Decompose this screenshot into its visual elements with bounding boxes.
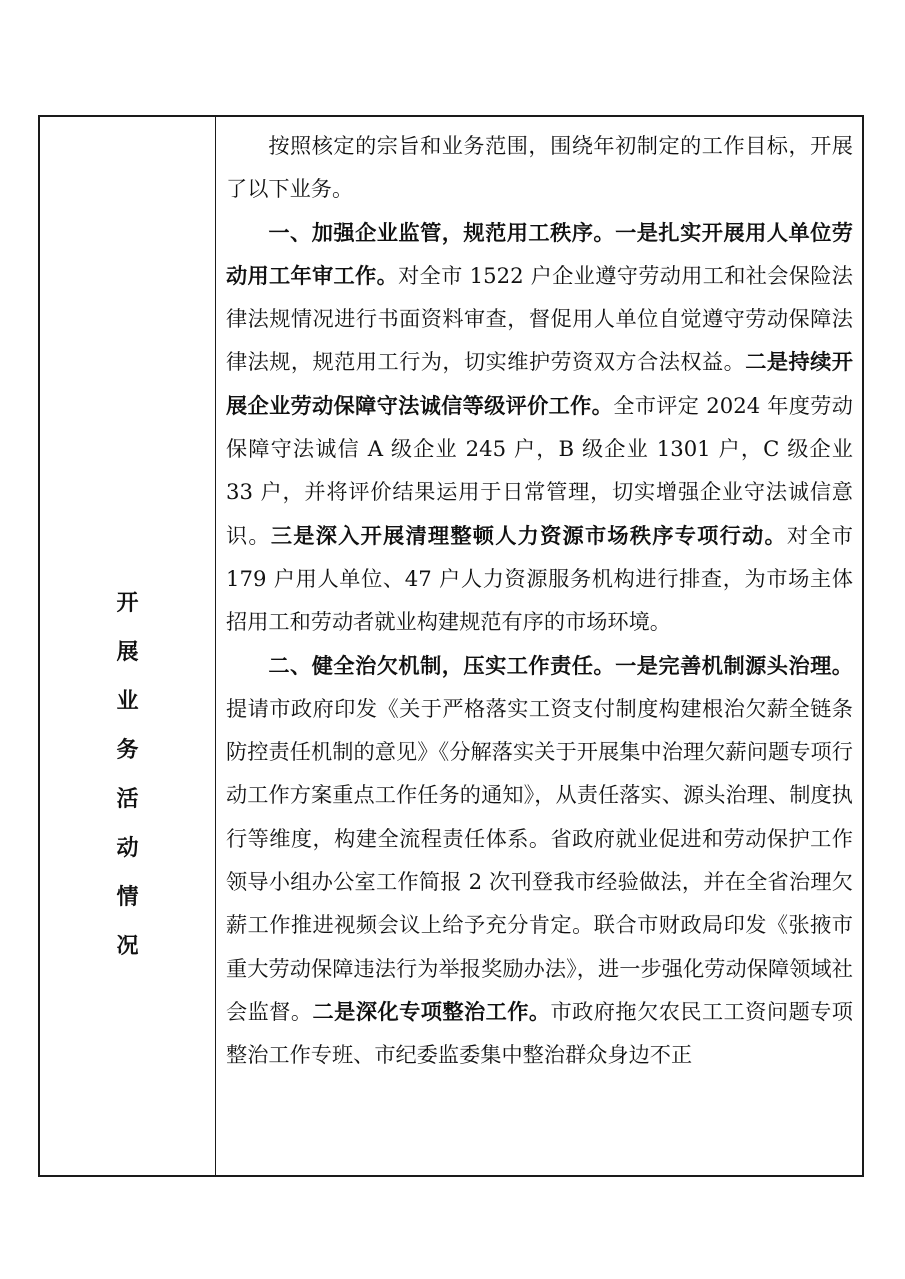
item-two-text: 全市评定 2024 年度劳动保障守法诚信 A 级企业 245 户，B 级企业 1301 户，C 级企业 33 户，并将评价结果运用于日常管理，切实增强企业守法诚信意识。 <box>226 392 853 548</box>
label-char: 展 <box>116 639 139 665</box>
section-one-heading: 一、加强企业监管，规范用工秩序。 <box>268 219 616 245</box>
item-one-text: 提请市政府印发《关于严格落实工资支付制度构建根治欠薪全链条防控责任机制的意见》《分解落实关于开展集中治理欠薪问题专项行动工作方案重点工作任务的通知》，从责任落实、源头治理、制度执行等维度，构建全流程责任体系。省政府就业促进和劳动保护工作领导小组办公室工作简报 2 次刊登我市经验做法，并在全省治理欠薪工作推进视频会议上给予充分肯定。联合市财政局印发《张掖市重大劳动保障违法行为举报奖励办法》，进一步强化劳动保障领域社会监督。 <box>226 695 853 1024</box>
label-char: 业 <box>116 688 139 714</box>
item-two-heading: 二是持续开展企业劳动保障守法诚信等级评价工作。 <box>226 349 853 418</box>
row-label-cell <box>40 117 216 1175</box>
label-char: 况 <box>116 933 139 959</box>
section-two-heading: 二、健全治欠机制，压实工作责任。 <box>268 652 616 678</box>
label-char: 情 <box>116 884 139 910</box>
form-table <box>38 115 864 1177</box>
content-body <box>226 124 853 1077</box>
content-cell <box>216 117 862 1175</box>
item-two-text: 市政府拖欠农民工工资问题专项整治工作专班、市纪委监委集中整治群众身边不正 <box>226 998 853 1068</box>
item-one-heading: 一是扎实开展用人单位劳动用工年审工作。 <box>226 219 853 288</box>
label-char: 动 <box>116 835 139 861</box>
label-char: 活 <box>116 786 139 812</box>
item-three-heading: 三是深入开展清理整顿人力资源市场秩序专项行动。 <box>270 522 787 548</box>
item-two-heading: 二是深化专项整治工作。 <box>312 998 551 1024</box>
intro-paragraph: 按照核定的宗旨和业务范围，围绕年初制定的工作目标，开展了以下业务。 <box>226 133 853 202</box>
label-char: 务 <box>116 737 139 763</box>
item-one-heading: 一是完善机制源头治理。 <box>615 652 853 678</box>
label-char: 开 <box>116 590 139 616</box>
section-one-paragraph <box>226 211 853 644</box>
row-label <box>40 579 215 971</box>
section-two-paragraph <box>226 644 853 1077</box>
item-one-text: 对全市 1522 户企业遵守劳动用工和社会保险法律法规情况进行书面资料审查，督促用人单位自觉遵守劳动保障法律法规，规范用工行为，切实维护劳资双方合法权益。 <box>226 262 853 375</box>
item-three-text: 对全市 179 户用人单位、47 户人力资源服务机构进行排查，为市场主体招用工和劳动者就业构建规范有序的市场环境。 <box>226 522 853 635</box>
